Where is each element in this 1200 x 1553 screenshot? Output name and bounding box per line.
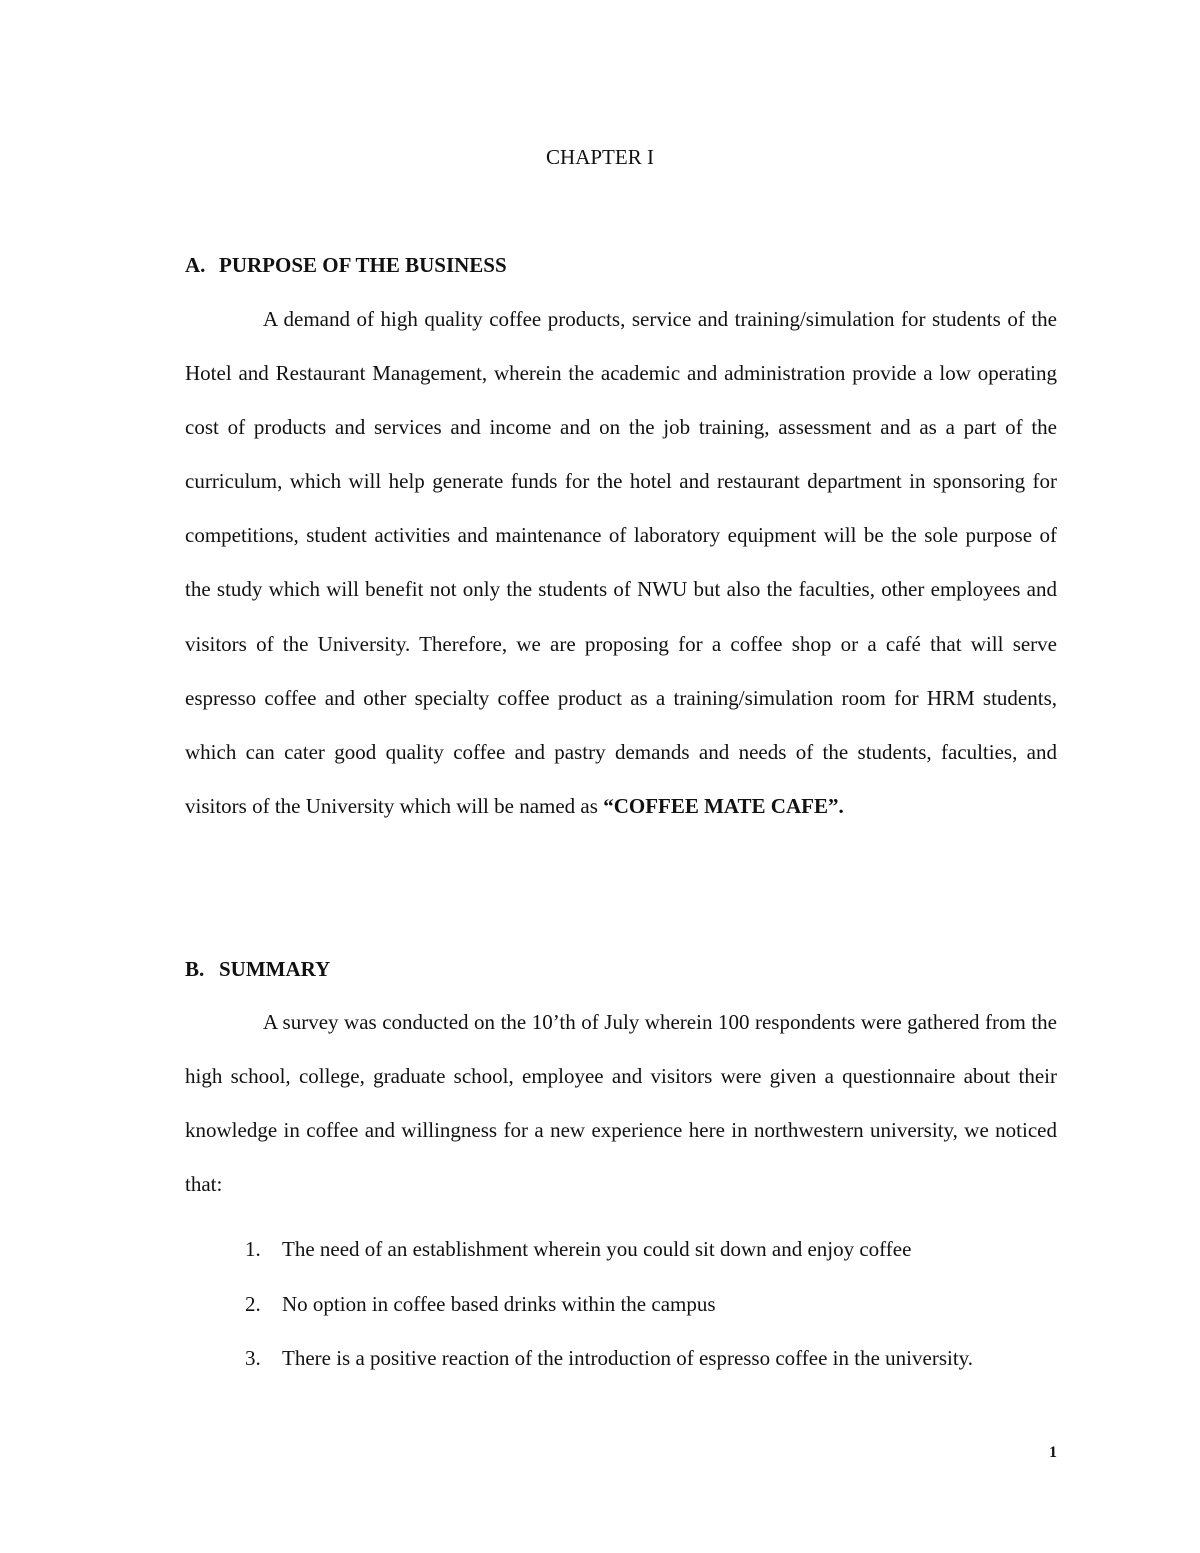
cafe-name: “COFFEE MATE CAFE”. bbox=[603, 793, 844, 818]
list-item-number: 3. bbox=[245, 1346, 261, 1370]
list-item bbox=[245, 1331, 973, 1386]
list-item-text: No option in coffee based drinks within the campus bbox=[282, 1291, 716, 1316]
section-a-paragraph-text: A demand of high quality coffee products, service and training/simulation for students of the Hotel and Restaurant Management, wherein the academic and administration provide a low operating cost of products and services and income and on the job training, assessment and as a part of the curriculum, which will help generate funds for the hotel and restaurant department in sponsoring for competitions, student activities and maintenance of laboratory equipment will be the sole purpose of the study which will benefit not only the students of NWU but also the faculties, other employees and visitors of the University. Therefore, we are proposing for a coffee shop or a café that will serve espresso coffee and other specialty coffee product as a training/simulation room for HRM students, which can cater good quality coffee and pastry demands and needs of the students, faculties, and visitors of the University which will be named as bbox=[185, 307, 1057, 818]
section-b-heading bbox=[185, 955, 330, 983]
section-a-paragraph bbox=[185, 292, 1057, 833]
section-a-heading bbox=[185, 251, 507, 279]
section-b-title: SUMMARY bbox=[219, 957, 331, 981]
section-b-paragraph: A survey was conducted on the 10’th of July wherein 100 respondents were gathered from the high school, college, graduate school, employee and visitors were given a questionnaire about their knowledge in coffee and willingness for a new experience here in northwestern university, we noticed that: bbox=[185, 1010, 1057, 1197]
section-a-letter: A. bbox=[185, 253, 206, 277]
list-item-text: There is a positive reaction of the introduction of espresso coffee in the university. bbox=[282, 1346, 974, 1370]
section-b-letter: B. bbox=[185, 957, 205, 981]
list-item bbox=[245, 1277, 973, 1332]
list-item-number: 2. bbox=[245, 1291, 261, 1316]
page-number: 1 bbox=[1049, 1444, 1057, 1461]
list-item-text: The need of an establishment wherein you could sit down and enjoy coffee bbox=[282, 1237, 912, 1261]
chapter-title: CHAPTER I bbox=[546, 145, 654, 169]
section-a-title: PURPOSE OF THE BUSINESS bbox=[219, 253, 507, 277]
findings-list bbox=[245, 1222, 973, 1386]
list-item-number: 1. bbox=[245, 1237, 261, 1261]
list-item bbox=[245, 1222, 973, 1277]
